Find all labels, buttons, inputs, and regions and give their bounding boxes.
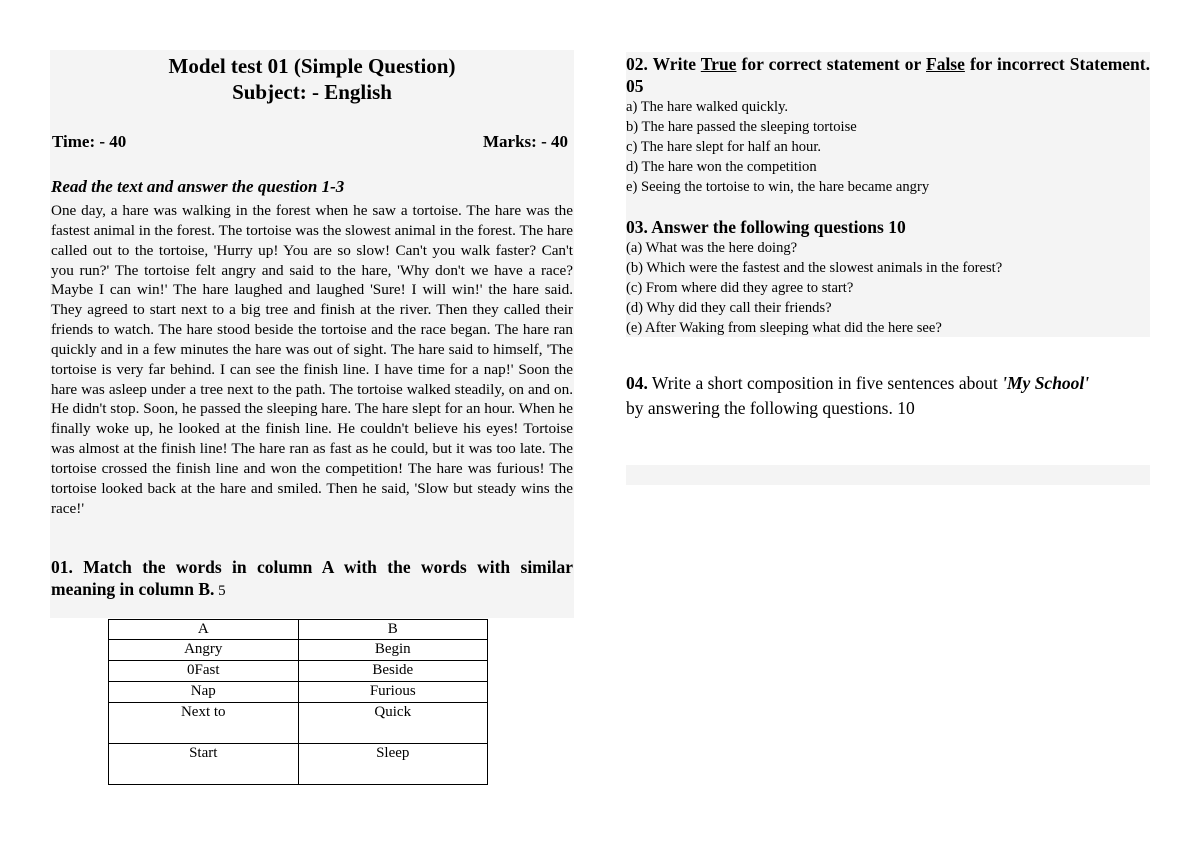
question-3-heading: 03. Answer the following questions 10	[626, 217, 906, 237]
column-a-cell: Next to	[109, 703, 299, 744]
question-4-text: Write a short composition in five sentences about	[647, 373, 1003, 393]
page-title: Model test 01 (Simple Question)	[168, 54, 456, 78]
question-1	[51, 556, 573, 602]
list-item: e) Seeing the tortoise to win, the hare became angry	[626, 179, 930, 195]
column-b-cell: Begin	[298, 640, 488, 661]
list-item: a) The hare walked quickly.	[626, 99, 789, 115]
column-b-cell: Furious	[298, 682, 488, 703]
table-row	[109, 661, 488, 682]
column-a-cell: Angry	[109, 640, 299, 661]
list-item: (d) Why did they call their friends?	[626, 300, 832, 316]
list-item: d) The hare won the competition	[626, 159, 817, 175]
reading-instruction: Read the text and answer the question 1-3	[51, 177, 345, 196]
question-2-prefix: 02. Write	[626, 54, 701, 74]
subject-title: Subject: - English	[232, 80, 392, 104]
right-lower-shade	[626, 465, 1150, 485]
matching-table	[108, 619, 488, 785]
table-row	[109, 640, 488, 661]
column-a-cell: Start	[109, 744, 299, 785]
list-item: c) The hare slept for half an hour.	[626, 139, 822, 155]
column-a-cell: 0Fast	[109, 661, 299, 682]
true-word: True	[700, 54, 737, 74]
table-row	[109, 682, 488, 703]
reading-passage: One day, a hare was walking in the forest when he saw a tortoise. The hare was the fastest animal in the forest. The tortoise was the slowest animal in the forest. The hare called out to the tortoise, 'Hurry up! You are so slow! Can't you walk faster? Can't you run?' The tortoise felt angry and said to the hare, 'Why don't we have a race? Maybe I can win!' The hare laughed and laughed 'Sure! I will win!' the hare said. They agreed to start next to a big tree and finish at the river. Then they called their friends to watch. The hare stood beside the tortoise and the race began. The hare ran quickly and in a few minutes the hare was out of sight. The hare said to himself, 'The tortoise is very far behind. I can see the finish line. I have time for a nap!' Soon the hare was asleep under a tree next to the path. The tortoise walked steadily, on and on. He didn't stop. Soon, he passed the sleeping hare. The hare slept for an hour. When he finally woke up, he looked at the finish line. He couldn't believe his eyes! Tortoise was almost at the finish line! The hare ran as fast as he could, but it was too late. The tortoise crossed the finish line and won the competition! The hare was furious! The tortoise looked back at the hare and smiled. Then he said, 'Slow but steady wins the race!'	[51, 202, 573, 517]
question-4-rest: by answering the following questions. 10	[626, 398, 915, 418]
column-b-cell: Sleep	[298, 744, 488, 785]
question-1-text: 01. Match the words in column A with the words with similar meaning in column B.	[51, 557, 573, 599]
false-word: False	[926, 54, 965, 74]
column-b-header: B	[298, 620, 488, 640]
table-row	[109, 703, 488, 744]
marks-label: Marks: - 40	[483, 132, 568, 151]
question-2-heading	[626, 53, 1150, 97]
table-header-row	[109, 620, 488, 640]
time-label: Time: - 40	[52, 132, 127, 151]
question-4-number: 04.	[626, 373, 648, 393]
column-a-header: A	[109, 620, 299, 640]
question-4	[626, 371, 1096, 421]
list-item: b) The hare passed the sleeping tortoise	[626, 119, 857, 135]
table-row	[109, 744, 488, 785]
question-4-topic: 'My School'	[1002, 373, 1090, 393]
question-2-mid: for correct statement or	[736, 54, 926, 74]
column-b-cell: Beside	[298, 661, 488, 682]
column-b-cell: Quick	[298, 703, 488, 744]
list-item: (c) From where did they agree to start?	[626, 280, 854, 296]
list-item: (e) After Waking from sleeping what did the here see?	[626, 320, 942, 336]
list-item: (a) What was the here doing?	[626, 240, 798, 256]
list-item: (b) Which were the fastest and the slowest animals in the forest?	[626, 260, 1003, 276]
column-a-cell: Nap	[109, 682, 299, 703]
question-3-list	[626, 238, 1002, 338]
question-1-marks: 5	[214, 583, 226, 599]
question-2-suffix: for incorrect Statement. 05	[626, 54, 1150, 96]
question-2-list	[626, 97, 929, 197]
